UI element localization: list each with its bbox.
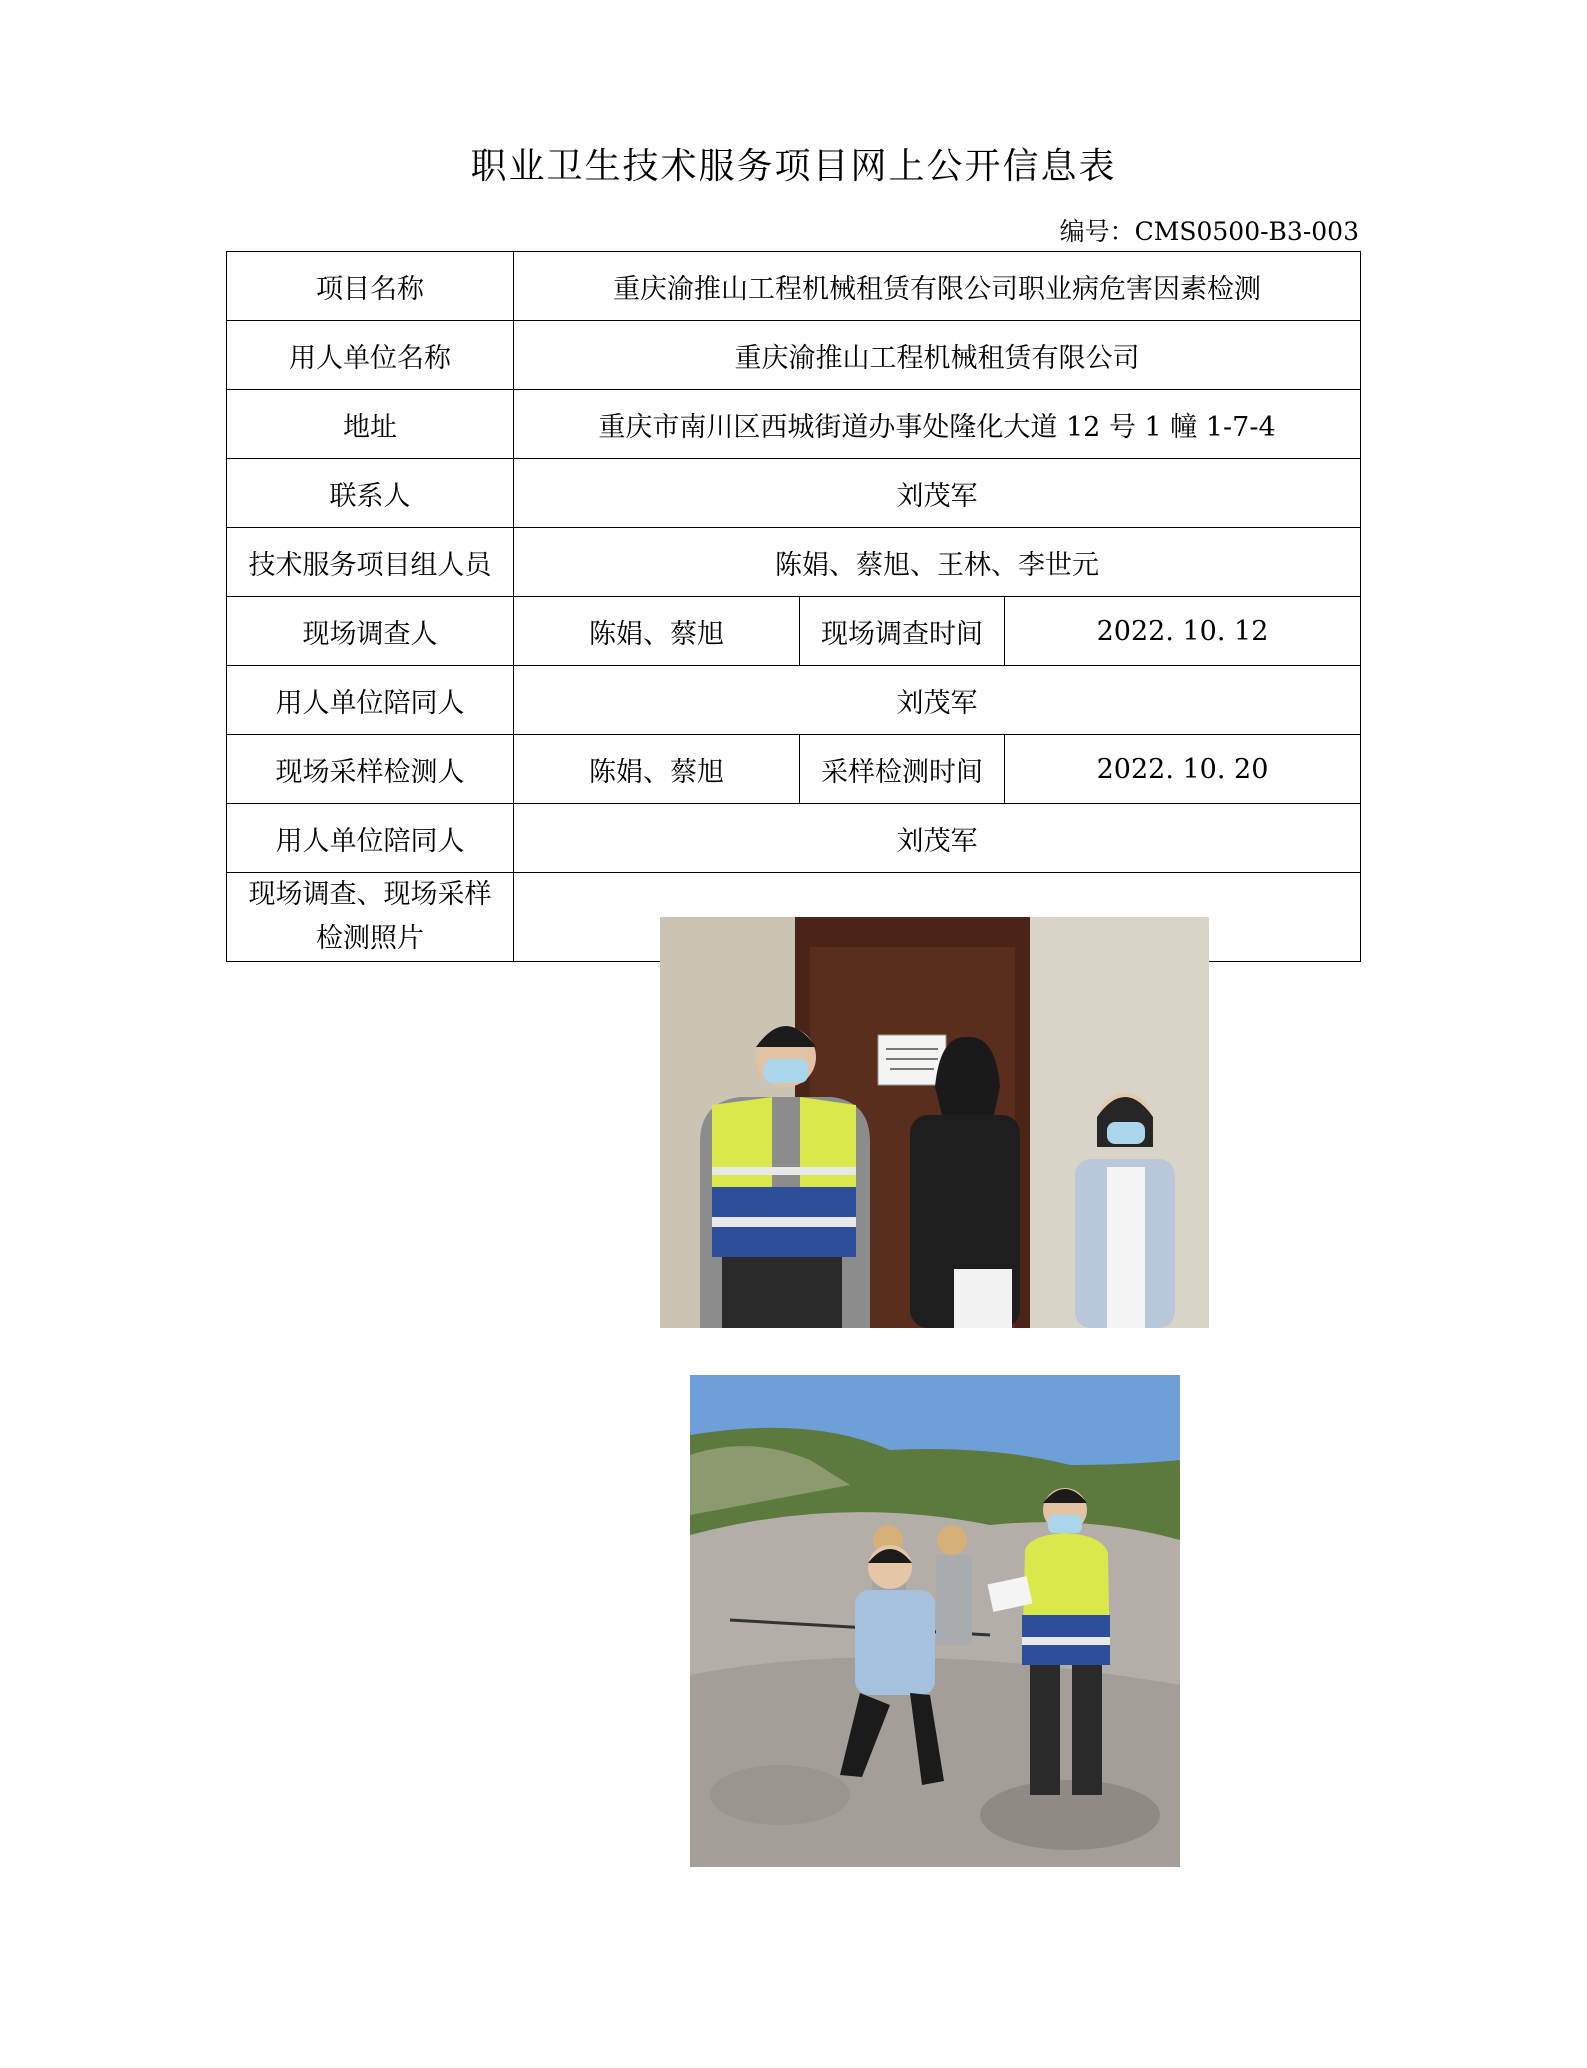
row-address <box>227 390 1361 459</box>
row-team <box>227 528 1361 597</box>
row-sampling <box>227 735 1361 804</box>
value-sampling: 陈娟、蔡旭 <box>514 735 800 804</box>
label-survey: 现场调查人 <box>227 597 514 666</box>
row-project-name <box>227 252 1361 321</box>
value-contact: 刘茂军 <box>514 459 1361 528</box>
label-sampling-time: 采样检测时间 <box>800 735 1005 804</box>
row-employer-name <box>227 321 1361 390</box>
survey-photo <box>660 917 1209 1328</box>
value-escort-2: 刘茂军 <box>514 804 1361 873</box>
value-project-name: 重庆渝推山工程机械租赁有限公司职业病危害因素检测 <box>514 252 1361 321</box>
label-project-name: 项目名称 <box>227 252 514 321</box>
label-address: 地址 <box>227 390 514 459</box>
value-survey: 陈娟、蔡旭 <box>514 597 800 666</box>
row-escort-1 <box>227 666 1361 735</box>
value-employer-name: 重庆渝推山工程机械租赁有限公司 <box>514 321 1361 390</box>
value-escort-1: 刘茂军 <box>514 666 1361 735</box>
sampling-photo-illustration <box>690 1375 1180 1867</box>
label-contact: 联系人 <box>227 459 514 528</box>
label-escort-1: 用人单位陪同人 <box>227 666 514 735</box>
label-photos-line-1: 现场调查、现场采样 <box>248 879 492 910</box>
label-employer-name: 用人单位名称 <box>227 321 514 390</box>
label-team: 技术服务项目组人员 <box>227 528 514 597</box>
row-photos <box>227 873 1361 962</box>
label-photos-line-2: 检测照片 <box>316 923 424 954</box>
value-team: 陈娟、蔡旭、王林、李世元 <box>514 528 1361 597</box>
row-survey <box>227 597 1361 666</box>
row-contact <box>227 459 1361 528</box>
value-address: 重庆市南川区西城街道办事处隆化大道 12 号 1 幢 1-7-4 <box>514 390 1361 459</box>
label-survey-time: 现场调查时间 <box>800 597 1005 666</box>
page-title: 职业卫生技术服务项目网上公开信息表 <box>470 146 1117 187</box>
info-table <box>226 251 1361 962</box>
label-sampling: 现场采样检测人 <box>227 735 514 804</box>
survey-photo-illustration <box>660 917 1209 1328</box>
label-escort-2: 用人单位陪同人 <box>227 804 514 873</box>
photos-cell <box>514 873 1361 962</box>
label-photos <box>227 873 514 962</box>
value-sampling-time: 2022. 10. 20 <box>1005 735 1361 804</box>
value-survey-time: 2022. 10. 12 <box>1005 597 1361 666</box>
document-number: 编号：CMS0500-B3-003 <box>1059 217 1359 246</box>
sampling-photo <box>690 1375 1180 1867</box>
row-escort-2 <box>227 804 1361 873</box>
